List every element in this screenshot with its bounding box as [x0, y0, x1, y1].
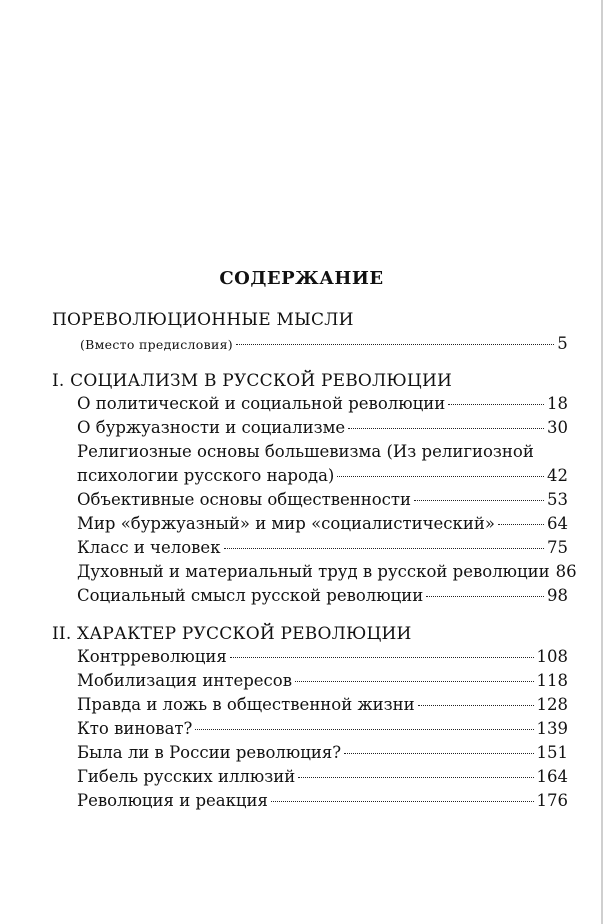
toc-entry-part1-8[interactable]	[77, 586, 568, 610]
toc-entry-title-line1[interactable]: Религиозные основы большевизма (Из религиозной	[77, 442, 534, 461]
toc-entry-page: 128	[536, 695, 568, 714]
toc-entry-part2-2[interactable]	[77, 671, 568, 695]
dot-leader	[236, 344, 554, 345]
toc-entry-title: О политической и социальной революции	[77, 394, 446, 413]
toc-entry-title: Мир «буржуазный» и мир «социалистический»	[77, 514, 495, 533]
toc-entry-title: Класс и человек	[77, 538, 221, 557]
toc-entry-page: 108	[536, 647, 568, 666]
toc-entry-title: Мобилизация интересов	[77, 671, 293, 690]
toc-entry-part2-3[interactable]	[77, 695, 568, 719]
intro-section-heading: ПОРЕВОЛЮЦИОННЫЕ МЫСЛИ	[52, 310, 354, 330]
toc-entry-title: Объективные основы общественности	[77, 490, 412, 509]
toc-entry-part2-4[interactable]	[77, 719, 568, 743]
toc-entry-title: (Вместо предисловия)	[80, 337, 233, 352]
toc-entry-part1-5[interactable]	[77, 514, 568, 538]
toc-entry-title: Революция и реакция	[77, 791, 268, 810]
dot-leader	[448, 404, 544, 405]
dot-leader	[224, 548, 544, 549]
toc-entry-title: О буржуазности и социализме	[77, 418, 346, 437]
toc-entry-intro[interactable]	[80, 334, 568, 358]
toc-entry-page: 64	[547, 514, 568, 533]
toc-heading: СОДЕРЖАНИЕ	[219, 268, 384, 289]
toc-entry-page: 5	[557, 334, 568, 353]
dot-leader	[498, 524, 544, 525]
toc-entry-part2-7[interactable]	[77, 791, 568, 815]
toc-entry-part2-1[interactable]	[77, 647, 568, 671]
toc-entry-page: 98	[547, 586, 568, 605]
dot-leader	[195, 729, 533, 730]
toc-entry-title: психологии русского народа)	[77, 466, 335, 485]
toc-entry-page: 86	[555, 562, 577, 581]
toc-entry-part2-5[interactable]	[77, 743, 568, 767]
toc-entry-page: 75	[547, 538, 568, 557]
toc-entry-title: Духовный и материальный труд в русской революции	[77, 562, 550, 581]
dot-leader	[344, 753, 533, 754]
toc-entry-part2-6[interactable]	[77, 767, 568, 791]
toc-entry-part1-4[interactable]	[77, 490, 568, 514]
toc-entry-page: 42	[547, 466, 568, 485]
toc-entry-part1-3[interactable]	[77, 466, 568, 490]
toc-entry-part1-6[interactable]	[77, 538, 568, 562]
dot-leader	[426, 596, 544, 597]
dot-leader	[337, 476, 544, 477]
toc-entry-page: 151	[536, 743, 568, 762]
dot-leader	[414, 500, 544, 501]
toc-entry-page: 18	[547, 394, 568, 413]
toc-entry-title: Контрреволюция	[77, 647, 227, 666]
toc-entry-title: Была ли в России революция?	[77, 743, 342, 762]
dot-leader	[298, 777, 533, 778]
part2-heading: II. ХАРАКТЕР РУССКОЙ РЕВОЛЮЦИИ	[52, 624, 412, 644]
dot-leader	[348, 428, 544, 429]
toc-entry-part1-2[interactable]	[77, 418, 568, 442]
toc-entry-page: 118	[536, 671, 568, 690]
dot-leader	[418, 705, 534, 706]
dot-leader	[271, 801, 534, 802]
dot-leader	[230, 657, 534, 658]
toc-entry-page: 139	[536, 719, 568, 738]
dot-leader	[295, 681, 533, 682]
toc-entry-title: Кто виноват?	[77, 719, 193, 738]
toc-entry-page: 176	[536, 791, 568, 810]
toc-entry-title: Гибель русских иллюзий	[77, 767, 296, 786]
part1-heading: I. СОЦИАЛИЗМ В РУССКОЙ РЕВОЛЮЦИИ	[52, 371, 452, 391]
toc-entry-page: 53	[547, 490, 568, 509]
toc-entry-page: 30	[547, 418, 568, 437]
toc-entry-part1-7[interactable]	[77, 562, 577, 586]
toc-entry-title: Правда и ложь в общественной жизни	[77, 695, 415, 714]
toc-entry-page: 164	[536, 767, 568, 786]
toc-entry-title: Социальный смысл русской революции	[77, 586, 424, 605]
toc-entry-part1-1[interactable]	[77, 394, 568, 418]
